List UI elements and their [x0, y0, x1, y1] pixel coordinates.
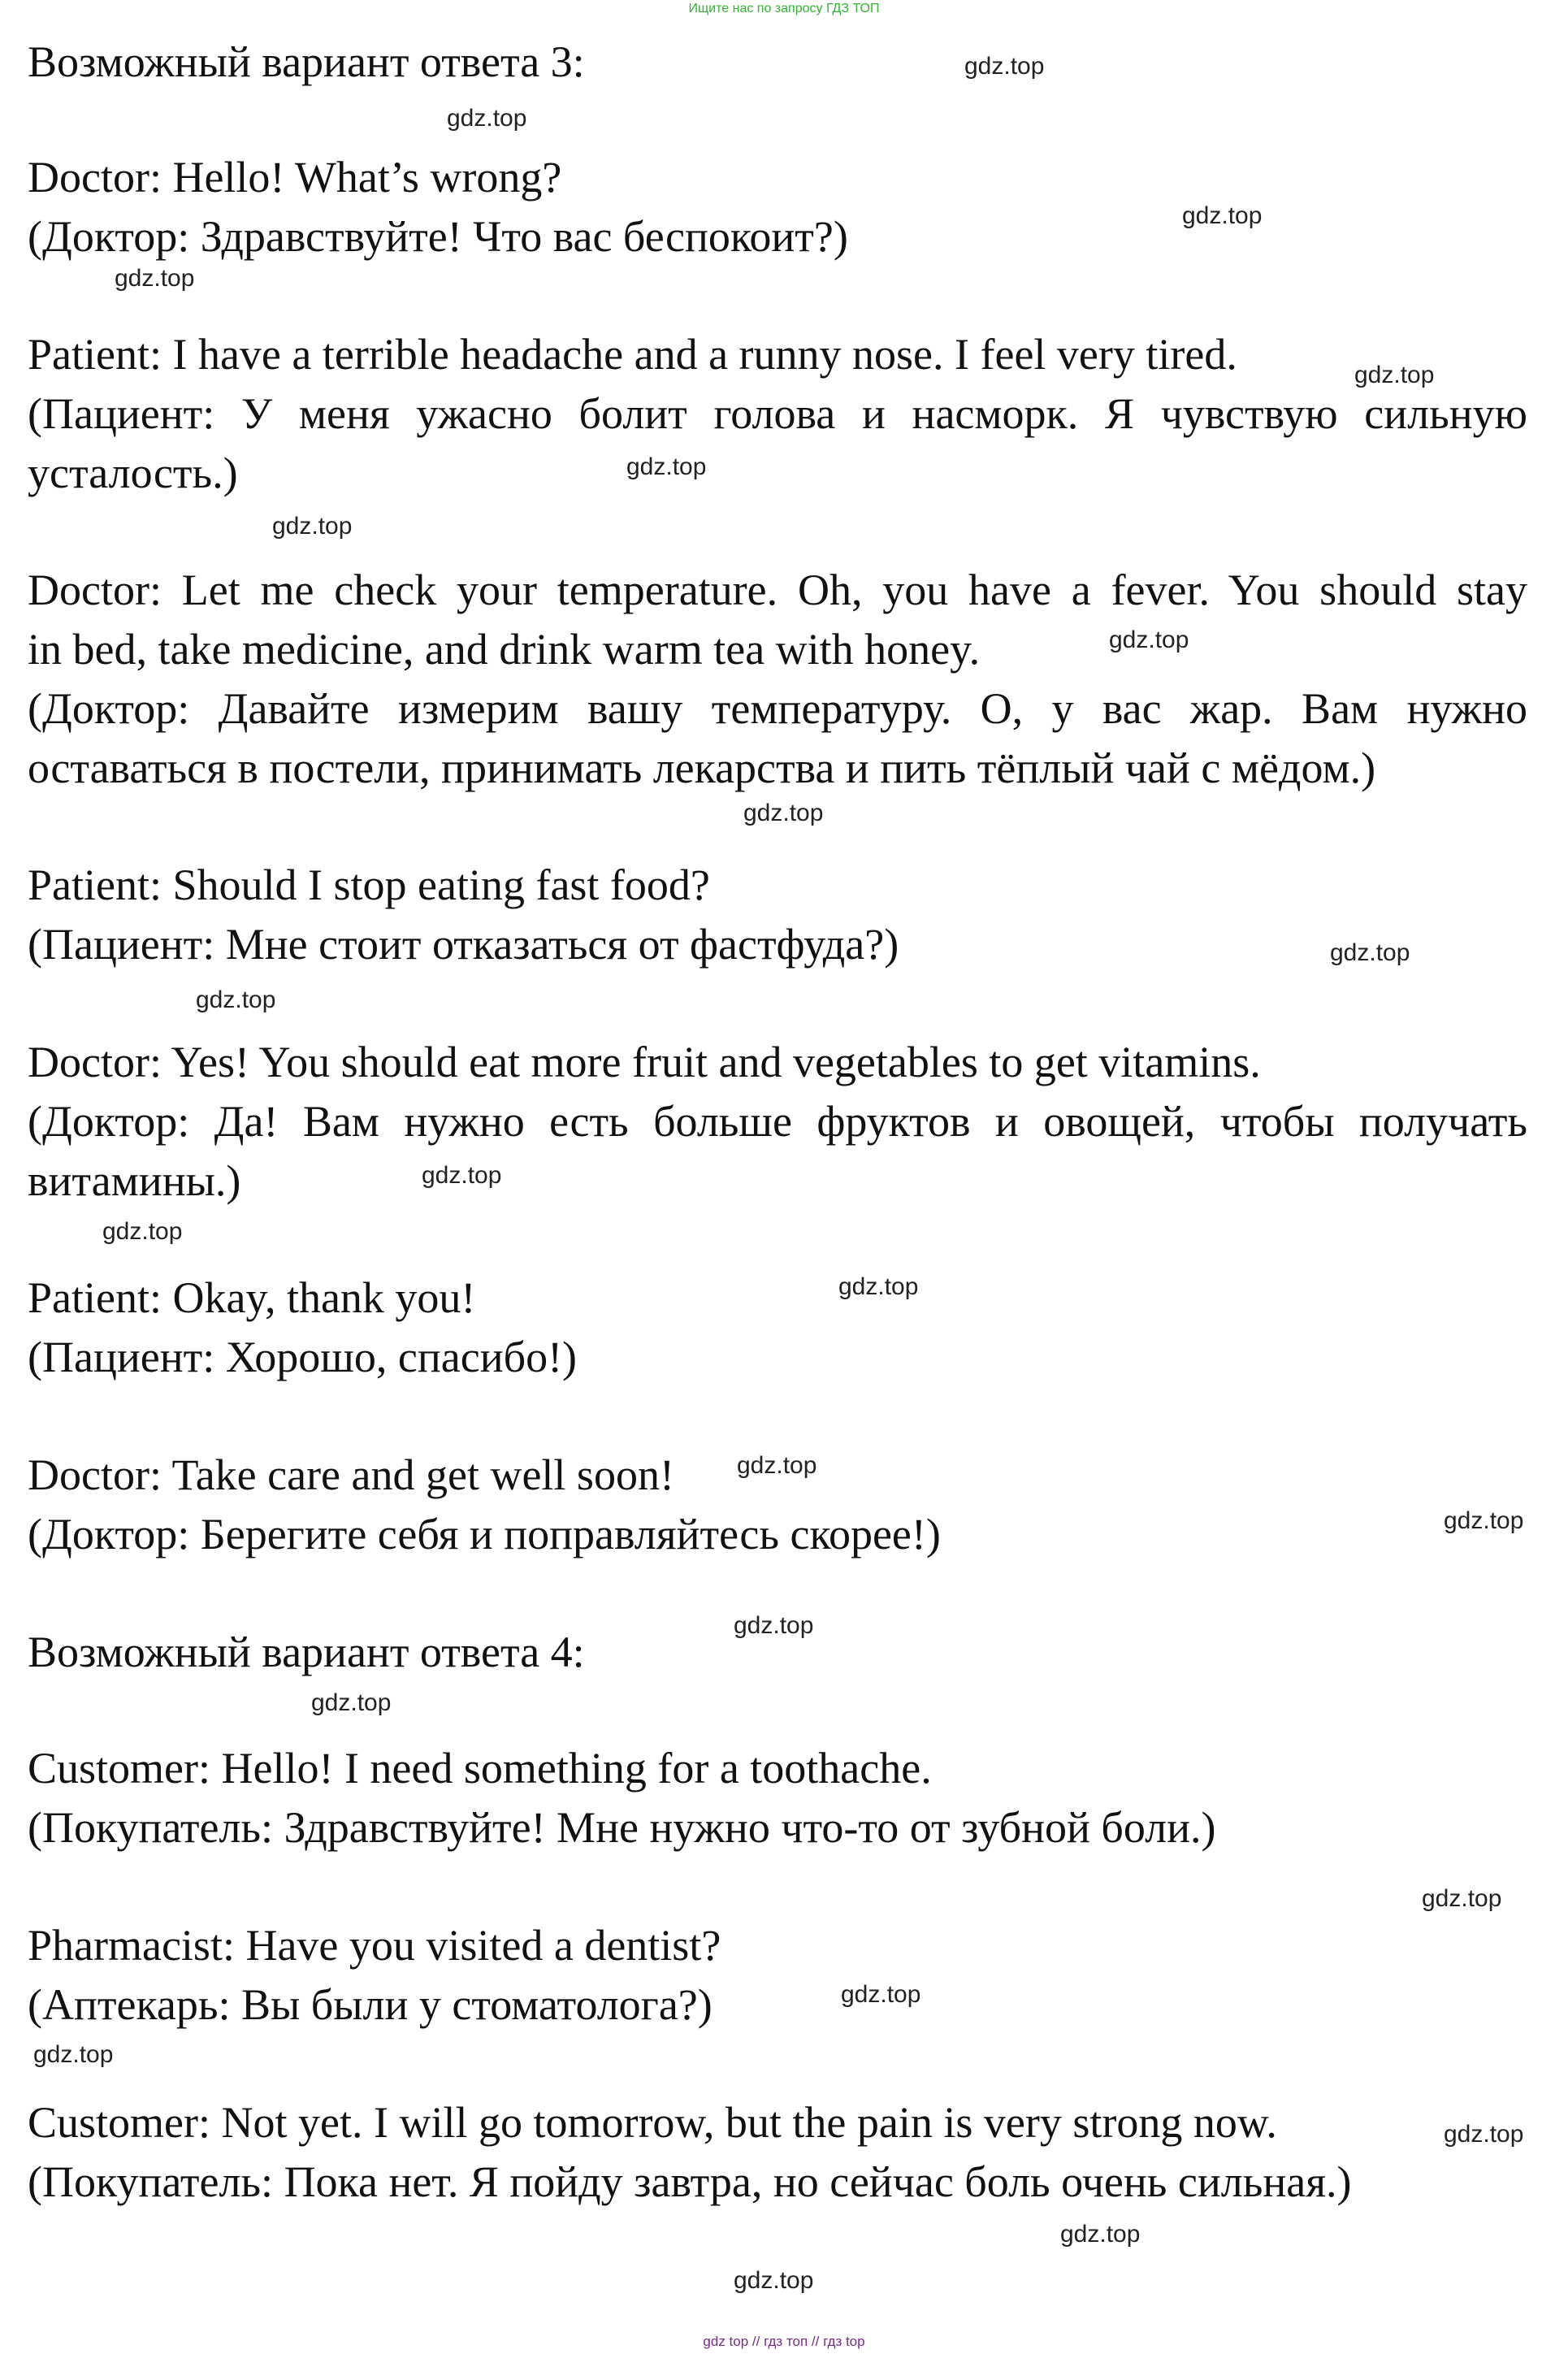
doctor-line-ru-cont: витамины.): [28, 1156, 241, 1205]
watermark: gdz.top: [1354, 362, 1435, 388]
watermark: gdz.top: [964, 53, 1045, 80]
pharmacist-line-en: Pharmacist: Have you visited a dentist?: [28, 1921, 721, 1970]
watermark: gdz.top: [447, 105, 527, 132]
watermark: gdz.top: [734, 1612, 814, 1639]
heading-variant-4: Возможный вариант ответа 4:: [28, 1628, 585, 1676]
customer-line-ru: (Покупатель: Здравствуйте! Мне нужно что-то от зубной боли.): [28, 1803, 1216, 1852]
watermark: gdz.top: [626, 453, 707, 480]
doctor-line-ru: (Доктор: Здравствуйте! Что вас беспокоит?): [28, 212, 848, 261]
watermark: gdz.top: [311, 1689, 392, 1716]
watermark: gdz.top: [1444, 2121, 1524, 2148]
doctor-line-ru-cont: оставаться в постели, принимать лекарства и пить тёплый чай с мёдом.): [28, 743, 1376, 792]
customer-line-en: Customer: Not yet. I will go tomorrow, but the pain is very strong now.: [28, 2098, 1277, 2147]
patient-line-ru-cont: усталость.): [28, 449, 238, 497]
patient-line-ru: (Пациент: У меня ужасно болит голова и насморк. Я чувствую сильную: [28, 389, 1527, 438]
pharmacist-line-ru: (Аптекарь: Вы были у стоматолога?): [28, 1980, 713, 2029]
doctor-line-en-cont: in bed, take medicine, and drink warm tea with honey.: [28, 625, 981, 674]
watermark: gdz.top: [102, 1218, 183, 1245]
watermark: gdz.top: [737, 1452, 817, 1479]
watermark: gdz.top: [1444, 1507, 1524, 1534]
watermark: gdz.top: [1109, 626, 1189, 653]
watermark: gdz.top: [33, 2041, 114, 2068]
watermark: gdz.top: [1422, 1885, 1502, 1912]
customer-line-en: Customer: Hello! I need something for a toothache.: [28, 1744, 932, 1793]
doctor-line-en: Doctor: Take care and get well soon!: [28, 1450, 674, 1499]
doctor-line-ru: (Доктор: Давайте измерим вашу температуру. О, у вас жар. Вам нужно: [28, 684, 1527, 733]
watermark: gdz.top: [1060, 2221, 1141, 2248]
watermark: gdz.top: [115, 265, 195, 292]
patient-line-ru: (Пациент: Хорошо, спасибо!): [28, 1333, 578, 1381]
customer-line-ru: (Покупатель: Пока нет. Я пойду завтра, но сейчас боль очень сильная.): [28, 2157, 1352, 2206]
watermark: gdz.top: [1182, 202, 1263, 229]
patient-line-en: Patient: Okay, thank you!: [28, 1273, 476, 1322]
doctor-line-en: Doctor: Hello! What’s wrong?: [28, 153, 562, 202]
patient-line-en: Patient: Should I stop eating fast food?: [28, 861, 710, 909]
watermark: gdz.top: [841, 1981, 921, 2008]
doctor-line-en: Doctor: Yes! You should eat more fruit and vegetables to get vitamins.: [28, 1038, 1261, 1086]
watermark: gdz.top: [272, 513, 353, 540]
heading-variant-3: Возможный вариант ответа 3:: [28, 37, 585, 86]
watermark: gdz.top: [422, 1162, 502, 1189]
watermark: gdz.top: [196, 986, 276, 1013]
doctor-line-ru: (Доктор: Да! Вам нужно есть больше фруктов и овощей, чтобы получать: [28, 1097, 1527, 1146]
doctor-line-ru: (Доктор: Берегите себя и поправляйтесь скорее!): [28, 1510, 941, 1558]
watermark: gdz.top: [734, 2267, 814, 2294]
watermark: gdz.top: [1330, 939, 1410, 966]
patient-line-en: Patient: I have a terrible headache and a runny nose. I feel very tired.: [28, 330, 1237, 379]
watermark: gdz.top: [838, 1273, 919, 1300]
watermark: gdz.top: [743, 800, 824, 826]
doctor-line-en: Doctor: Let me check your temperature. Oh, you have a fever. You should stay: [28, 566, 1527, 614]
top-banner: Ищите нас по запросу ГДЗ ТОП: [688, 2, 880, 15]
footer-links: gdz top // гдз топ // гдз top: [703, 2334, 865, 2349]
patient-line-ru: (Пациент: Мне стоит отказаться от фастфуда?): [28, 920, 899, 969]
